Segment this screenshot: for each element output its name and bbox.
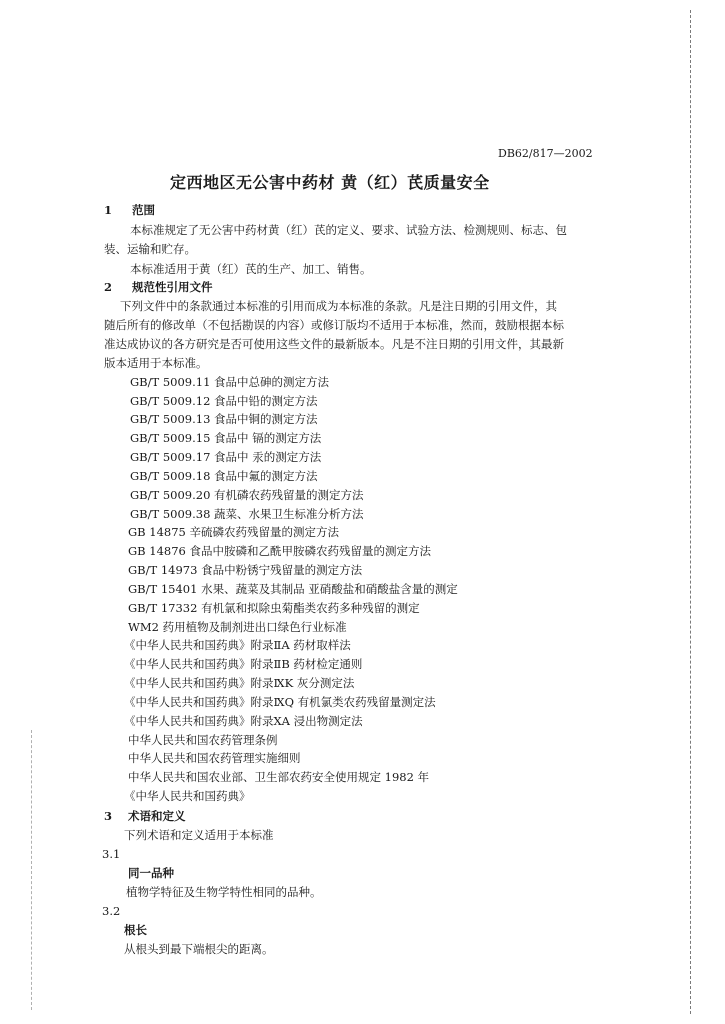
- page-edge-left: [31, 730, 32, 1010]
- term-definition: 从根头到最下端根尖的距离。: [124, 942, 274, 956]
- reference-item: 《中华人民共和国药典》附录ⅡB 药材检定通则: [124, 657, 363, 671]
- page-edge-right: [690, 10, 691, 1014]
- reference-item: 《中华人民共和国药典》附录ⅨQ 有机氯类农药残留量测定法: [124, 695, 436, 709]
- section-2-number: 2: [104, 280, 113, 294]
- section-2-title: 规范性引用文件: [132, 280, 213, 294]
- section-1-para-2: 本标准适用于黄（红）芪的生产、加工、销售。: [130, 262, 372, 276]
- term-name: 同一品种: [128, 866, 174, 880]
- reference-item: 《中华人民共和国药典》附录ⅨK 灰分测定法: [124, 676, 355, 690]
- section-1-para-1-line-1: 本标准规定了无公害中药材黄（红）芪的定义、要求、试验方法、检测规则、标志、包: [130, 223, 567, 237]
- section-3-title: 术语和定义: [128, 809, 186, 823]
- section-2-para-line-2: 随后所有的修改单（不包括勘误的内容）或修订版均不适用于本标准，然而，鼓励根据本标: [104, 318, 564, 332]
- reference-item: GB 14876 食品中胺磷和乙酰甲胺磷农药残留量的测定方法: [128, 544, 432, 558]
- reference-item: 《中华人民共和国药典》附录ⅡA 药材取样法: [124, 638, 351, 652]
- reference-item: GB 14875 辛硫磷农药残留量的测定方法: [128, 525, 340, 539]
- reference-item: 《中华人民共和国药典》: [124, 789, 251, 803]
- reference-item: GB/T 5009.13 食品中铜的测定方法: [130, 412, 318, 426]
- term-definition: 植物学特征及生物学特性相同的品种。: [126, 885, 322, 899]
- standard-number: DB62/817—2002: [498, 147, 593, 160]
- reference-item: 《中华人民共和国药典》附录ⅩA 浸出物测定法: [124, 714, 363, 728]
- section-1-title: 范围: [132, 203, 155, 217]
- term-number: 3.1: [102, 847, 121, 861]
- reference-item: 中华人民共和国农业部、卫生部农药安全使用规定 1982 年: [128, 770, 430, 784]
- section-2-para-line-4: 版本适用于本标准。: [104, 356, 208, 370]
- reference-item: GB/T 14973 食品中粉锈宁残留量的测定方法: [128, 563, 363, 577]
- document-title: 定西地区无公害中药材 黄（红）芪质量安全: [170, 173, 490, 192]
- term-number: 3.2: [102, 904, 121, 918]
- reference-item: 中华人民共和国农药管理实施细则: [128, 751, 301, 765]
- section-2-para-line-3: 准达成协议的各方研究是否可使用这些文件的最新版本。凡是不注日期的引用文件，其最新: [104, 337, 564, 351]
- reference-item: GB/T 5009.38 蔬菜、水果卫生标准分析方法: [130, 507, 364, 521]
- reference-item: GB/T 5009.15 食品中 镉的测定方法: [130, 431, 322, 445]
- term-name: 根长: [124, 923, 147, 937]
- reference-item: GB/T 5009.17 食品中 汞的测定方法: [130, 450, 322, 464]
- section-2-para-line-1: 下列文件中的条款通过本标准的引用而成为本标准的条款。凡是注日期的引用文件，其: [120, 299, 557, 313]
- section-3-intro: 下列术语和定义适用于本标准: [124, 828, 274, 842]
- section-1-number: 1: [104, 203, 113, 217]
- section-3-number: 3: [104, 809, 113, 823]
- reference-item: GB/T 5009.12 食品中铅的测定方法: [130, 394, 318, 408]
- reference-item: 中华人民共和国农药管理条例: [128, 733, 278, 747]
- section-1-para-1-line-2: 装、运输和贮存。: [104, 242, 196, 256]
- reference-item: GB/T 17332 有机氯和拟除虫菊酯类农药多种残留的测定: [128, 601, 420, 615]
- reference-item: GB/T 5009.20 有机磷农药残留量的测定方法: [130, 488, 364, 502]
- reference-item: GB/T 5009.18 食品中氟的测定方法: [130, 469, 318, 483]
- reference-item: GB/T 5009.11 食品中总砷的测定方法: [130, 375, 330, 389]
- reference-item: WM2 药用植物及制剂进出口绿色行业标准: [128, 620, 347, 634]
- reference-item: GB/T 15401 水果、蔬菜及其制品 亚硝酸盐和硝酸盐含量的测定: [128, 582, 458, 596]
